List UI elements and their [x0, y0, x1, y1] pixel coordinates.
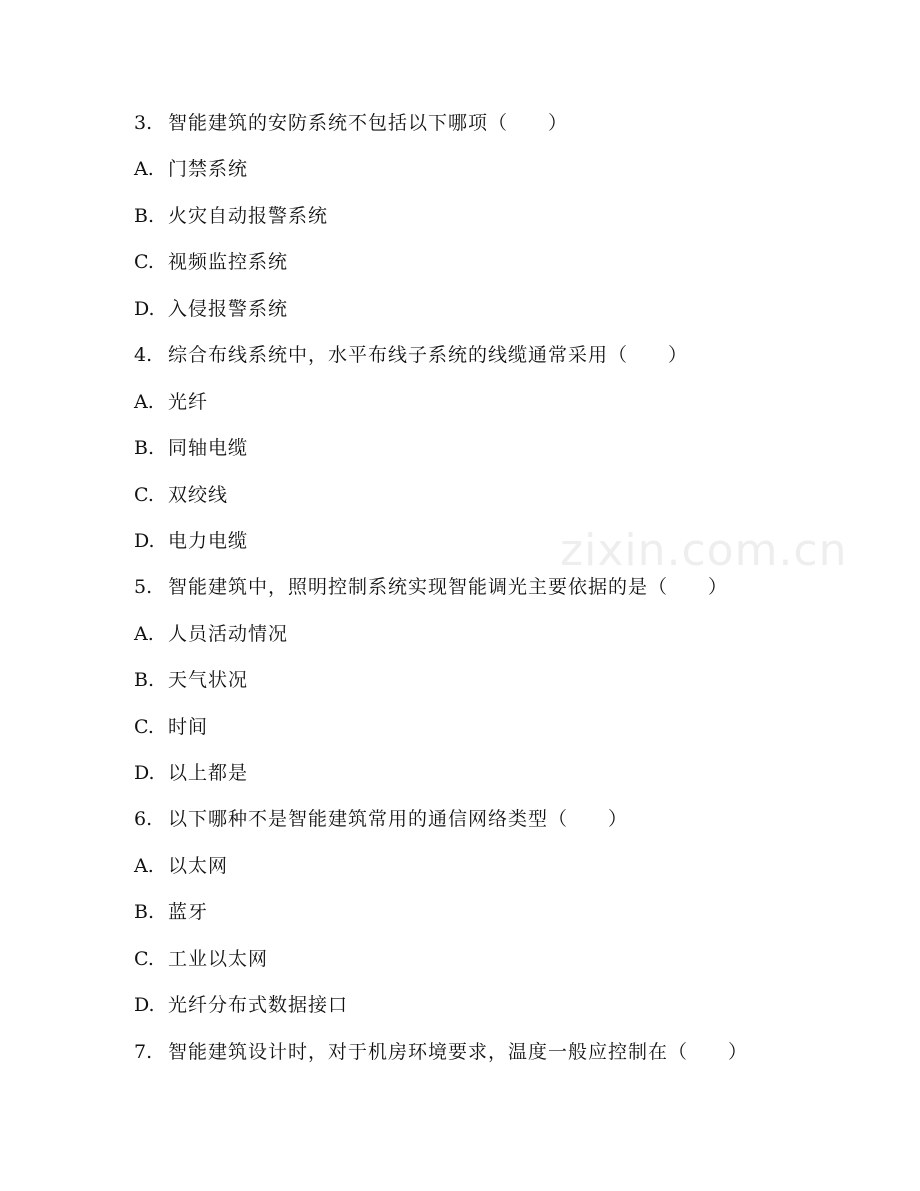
watermark-text: zixin.com.cn [560, 525, 848, 576]
question-5-option-d [134, 760, 248, 786]
option-text: 同轴电缆 [168, 437, 249, 459]
question-text: 智能建筑的安防系统不包括以下哪项（ ） [168, 112, 569, 134]
question-number: 5. [134, 576, 153, 598]
option-letter: A. [134, 158, 154, 180]
option-text: 以太网 [168, 855, 229, 877]
option-letter: B. [134, 437, 155, 459]
question-6-option-c [134, 946, 268, 972]
question-number: 3. [134, 112, 153, 134]
question-5-stem [134, 574, 728, 600]
question-3-option-d [134, 296, 288, 322]
question-4-option-c [134, 482, 228, 508]
option-text: 时间 [168, 716, 209, 738]
question-number: 4. [134, 344, 153, 366]
question-text: 智能建筑中，照明控制系统实现智能调光主要依据的是（ ） [168, 576, 729, 598]
question-text: 智能建筑设计时，对于机房环境要求，温度一般应控制在（ ） [168, 1041, 749, 1063]
question-5-option-a [134, 621, 288, 647]
question-4-option-a [134, 389, 208, 415]
question-4-option-b [134, 435, 248, 461]
option-text: 光纤 [168, 391, 209, 413]
question-3-option-c [134, 249, 288, 275]
option-letter: D. [134, 762, 155, 784]
option-letter: C. [134, 484, 154, 506]
question-number: 7. [134, 1041, 153, 1063]
question-3-option-b [134, 203, 328, 229]
option-text: 人员活动情况 [168, 623, 289, 645]
option-text: 视频监控系统 [168, 251, 289, 273]
option-text: 入侵报警系统 [168, 298, 289, 320]
question-text: 综合布线系统中，水平布线子系统的线缆通常采用（ ） [168, 344, 689, 366]
question-text: 以下哪种不是智能建筑常用的通信网络类型（ ） [168, 808, 629, 830]
option-text: 光纤分布式数据接口 [168, 994, 349, 1016]
option-letter: D. [134, 298, 155, 320]
question-7-stem [134, 1039, 748, 1065]
option-letter: C. [134, 716, 154, 738]
option-text: 工业以太网 [168, 948, 269, 970]
option-letter: A. [134, 623, 154, 645]
option-text: 电力电缆 [168, 530, 249, 552]
option-letter: B. [134, 205, 155, 227]
option-text: 蓝牙 [168, 901, 209, 923]
option-letter: C. [134, 948, 154, 970]
question-4-stem [134, 342, 688, 368]
question-6-option-a [134, 853, 228, 879]
option-text: 火灾自动报警系统 [168, 205, 329, 227]
option-letter: B. [134, 901, 155, 923]
option-text: 天气状况 [168, 669, 249, 691]
question-5-option-b [134, 667, 248, 693]
option-text: 双绞线 [168, 484, 229, 506]
option-letter: D. [134, 994, 155, 1016]
question-3-option-a [134, 156, 248, 182]
option-text: 门禁系统 [168, 158, 249, 180]
question-4-option-d [134, 528, 248, 554]
question-number: 6. [134, 808, 153, 830]
option-letter: B. [134, 669, 155, 691]
option-letter: D. [134, 530, 155, 552]
option-letter: C. [134, 251, 154, 273]
option-letter: A. [134, 855, 154, 877]
option-text: 以上都是 [168, 762, 249, 784]
question-6-option-d [134, 992, 348, 1018]
question-5-option-c [134, 714, 208, 740]
option-letter: A. [134, 391, 154, 413]
question-6-stem [134, 806, 628, 832]
question-6-option-b [134, 899, 208, 925]
question-3-stem [134, 110, 568, 136]
